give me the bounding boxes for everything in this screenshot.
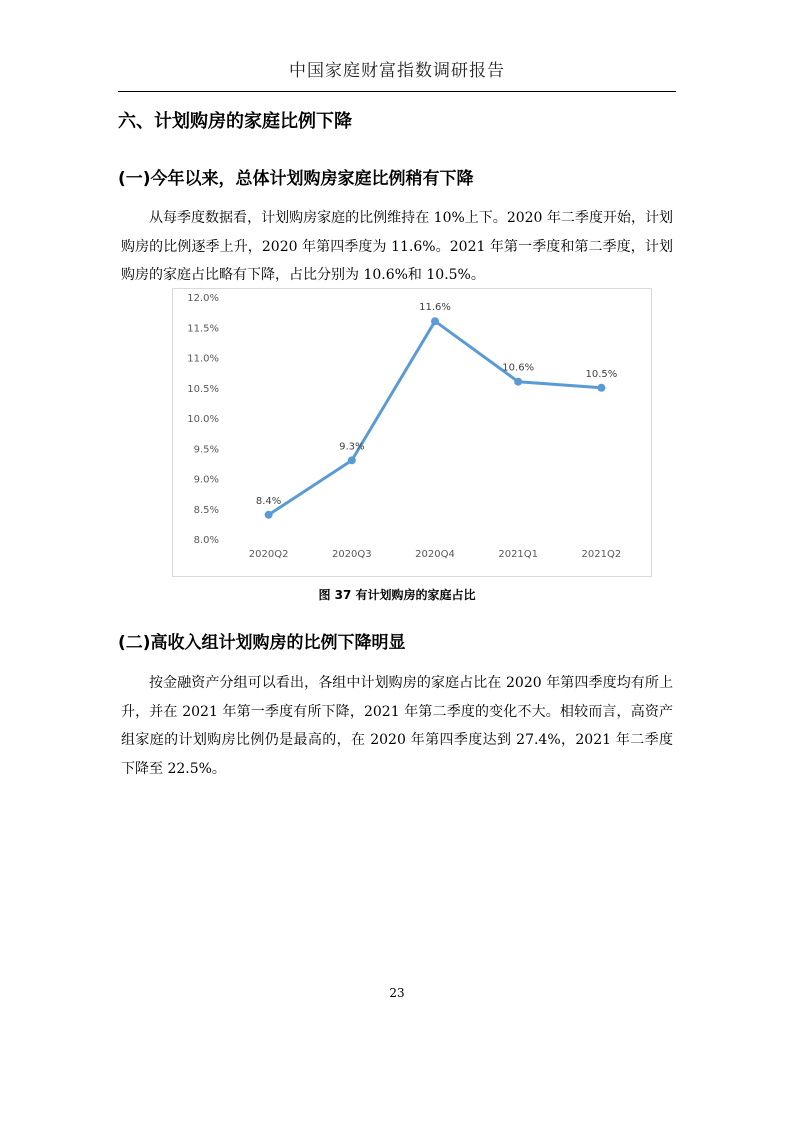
y-tick-label: 11.5% bbox=[187, 323, 219, 335]
figure-caption: 图 37 有计划购房的家庭占比 bbox=[318, 588, 476, 602]
data-label: 9.3% bbox=[339, 441, 365, 453]
x-tick-label: 2020Q4 bbox=[415, 549, 455, 560]
x-tick-label: 2020Q2 bbox=[248, 549, 289, 560]
y-tick-label: 8.5% bbox=[193, 504, 219, 516]
line-chart bbox=[173, 289, 651, 576]
y-tick-label: 10.5% bbox=[187, 383, 219, 395]
subsection-heading-2: (二)高收入组计划购房的比例下降明显 bbox=[118, 633, 406, 653]
section-heading: 六、计划购房的家庭比例下降 bbox=[118, 111, 352, 132]
data-point bbox=[597, 384, 605, 392]
series-line bbox=[269, 321, 602, 515]
x-tick-label: 2021Q1 bbox=[498, 549, 539, 560]
subsection-paragraph-1: 从每季度数据看，计划购房家庭的比例维持在 10%上下。2020 年二季度开始，计划购房的比例逐季上升，2020 年第四季度为 11.6%。2021 年第一季度和第二季度，计划购房的家庭占比略有下降，占比分别为 10.6%和 10.5%。 bbox=[121, 210, 673, 283]
y-tick-label: 11.0% bbox=[187, 353, 219, 365]
chart-container bbox=[172, 288, 652, 577]
header-divider bbox=[118, 91, 676, 92]
x-tick-label: 2020Q3 bbox=[331, 549, 372, 560]
y-tick-label: 9.5% bbox=[193, 444, 219, 456]
x-tick-label: 2021Q2 bbox=[581, 549, 622, 560]
page-header-title: 中国家庭财富指数调研报告 bbox=[289, 61, 505, 81]
page-number: 23 bbox=[389, 986, 405, 1000]
subsection-heading-1: (一)今年以来，总体计划购房家庭比例稍有下降 bbox=[118, 169, 474, 189]
subsection-paragraph-2: 按金融资产分组可以看出，各组中计划购房的家庭占比在 2020 年第四季度均有所上升，并在 2021 年第一季度有所下降，2021 年第二季度的变化不大。相较而言，高资产组家庭的计划购房比例仍是最高的，在 2020 年第四季度达到 27.4%，2021 年二季度下降至 22.5%。 bbox=[121, 675, 673, 777]
data-point bbox=[431, 317, 439, 325]
y-tick-label: 10.0% bbox=[187, 414, 219, 425]
data-label: 10.6% bbox=[502, 362, 535, 374]
data-label: 8.4% bbox=[255, 495, 282, 507]
data-point bbox=[265, 511, 273, 519]
data-label: 11.6% bbox=[419, 302, 451, 314]
data-label: 10.5% bbox=[585, 368, 618, 380]
data-point bbox=[514, 378, 522, 386]
y-tick-label: 9.0% bbox=[193, 474, 219, 486]
data-point bbox=[348, 456, 356, 464]
y-tick-label: 8.0% bbox=[193, 535, 219, 546]
y-tick-label: 12.0% bbox=[187, 293, 219, 304]
